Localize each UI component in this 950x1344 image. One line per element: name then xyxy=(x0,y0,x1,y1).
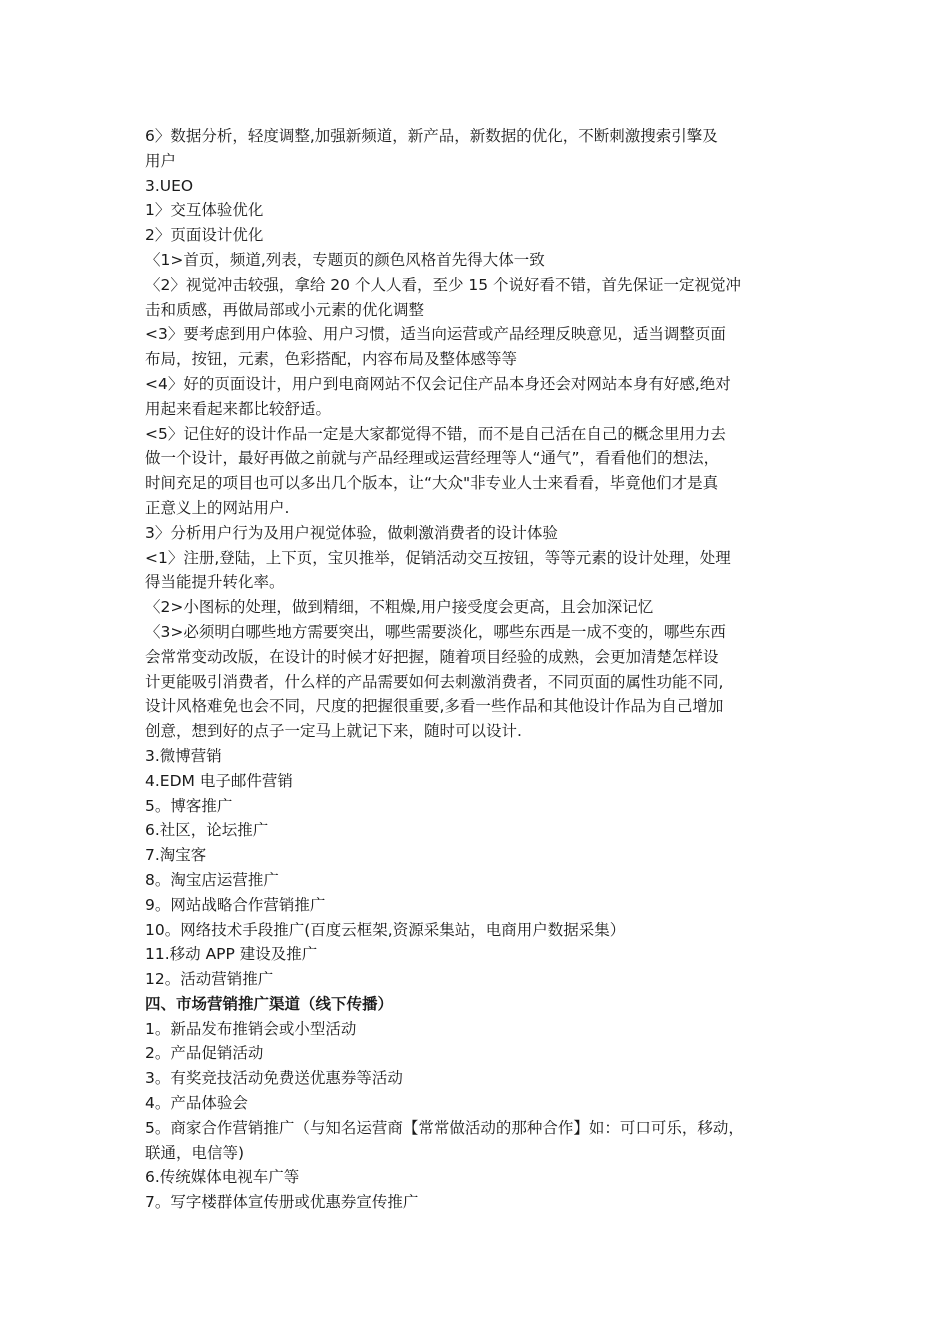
text-line: 2〉页面设计优化 xyxy=(145,226,264,245)
document-body xyxy=(145,124,825,1215)
text-line: 〈2>小图标的处理，做到精细，不粗燥,用户接受度会更高，且会加深记忆 xyxy=(145,598,654,617)
text-line: 创意，想到好的点子一定马上就记下来，随时可以设计. xyxy=(145,722,522,741)
text-line: 用户 xyxy=(145,151,177,170)
text-line: 1〉交互体验优化 xyxy=(145,201,264,220)
list-item: 10。网络技术手段推广(百度云框架,资源采集站，电商用户数据采集） xyxy=(145,920,626,939)
list-item: 9。网站战略合作营销推广 xyxy=(145,895,326,914)
text-line: 时间充足的项目也可以多出几个版本，让“大众"非专业人士来看看，毕竟他们才是真 xyxy=(145,474,719,493)
list-item: 2。产品促销活动 xyxy=(145,1044,264,1063)
text-line: 会常常变动改版，在设计的时候才好把握，随着项目经验的成熟，会更加清楚怎样设 xyxy=(145,647,719,666)
text-line: <1〉注册,登陆，上下页，宝贝推举，促销活动交互按钮，等等元素的设计处理，处理 xyxy=(145,548,731,567)
text-line: <3〉要考虑到用户体验、用户习惯，适当向运营或产品经理反映意见，适当调整页面 xyxy=(145,325,726,344)
text-line: 3〉分析用户行为及用户视觉体验，做刺激消费者的设计体验 xyxy=(145,523,558,542)
text-line: <4〉好的页面设计，用户到电商网站不仅会记住产品本身还会对网站本身有好感,绝对 xyxy=(145,374,731,393)
text-line: 计更能吸引消费者，什么样的产品需要如何去刺激消费者，不同页面的属性功能不同, xyxy=(145,672,724,691)
section-title: 3.UEO xyxy=(145,176,194,195)
text-line: 击和质感，再做局部或小元素的优化调整 xyxy=(145,300,425,319)
list-item: 5。商家合作营销推广（与知名运营商【常常做活动的那种合作】如：可口可乐，移动， xyxy=(145,1118,744,1137)
text-line: 联通，电信等) xyxy=(145,1143,245,1162)
text-line: 用起来看起来都比较舒适。 xyxy=(145,399,332,418)
list-item: 4.EDM 电子邮件营销 xyxy=(145,771,293,790)
text-line: 〈1>首页，频道,列表，专题页的颜色风格首先得大体一致 xyxy=(145,250,545,269)
text-line: 正意义上的网站用户. xyxy=(145,498,290,517)
text-line: 做一个设计，最好再做之前就与产品经理或运营经理等人“通气”，看看他们的想法， xyxy=(145,449,720,468)
list-item: 6.社区，论坛推广 xyxy=(145,821,269,840)
text-line: 设计风格难免也会不同，尺度的把握很重要,多看一些作品和其他设计作品为自己增加 xyxy=(145,697,724,716)
text-line: 〈3>必须明白哪些地方需要突出，哪些需要淡化，哪些东西是一成不变的，哪些东西 xyxy=(145,622,726,641)
section-heading: 四、市场营销推广渠道（线下传播） xyxy=(145,994,394,1013)
list-item: 1。新品发布推销会或小型活动 xyxy=(145,1019,357,1038)
text-line: 布局，按钮，元素，色彩搭配，内容布局及整体感等等 xyxy=(145,350,518,369)
list-item: 7。写字楼群体宣传册或优惠券宣传推广 xyxy=(145,1193,419,1212)
list-item: 12。活动营销推广 xyxy=(145,970,274,989)
list-item: 3.微博营销 xyxy=(145,746,222,765)
list-item: 4。产品体验会 xyxy=(145,1094,248,1113)
text-line: 〈2〉视觉冲击较强，拿给 20 个人人看，至少 15 个说好看不错，首先保证一定视觉冲 xyxy=(145,275,742,294)
text-line: <5〉记住好的设计作品一定是大家都觉得不错，而不是自己活在自己的概念里用力去 xyxy=(145,424,726,443)
list-item: 5。博客推广 xyxy=(145,796,233,815)
text-line: 6〉数据分析，轻度调整,加强新频道，新产品，新数据的优化，不断刺激搜索引擎及 xyxy=(145,127,718,145)
list-item: 8。淘宝店运营推广 xyxy=(145,870,279,889)
list-item: 11.移动 APP 建设及推广 xyxy=(145,945,318,964)
list-item: 7.淘宝客 xyxy=(145,846,207,865)
list-item: 6.传统媒体电视车广等 xyxy=(145,1168,300,1187)
text-line: 得当能提升转化率。 xyxy=(145,573,285,592)
list-item: 3。有奖竞技活动免费送优惠券等活动 xyxy=(145,1069,403,1088)
